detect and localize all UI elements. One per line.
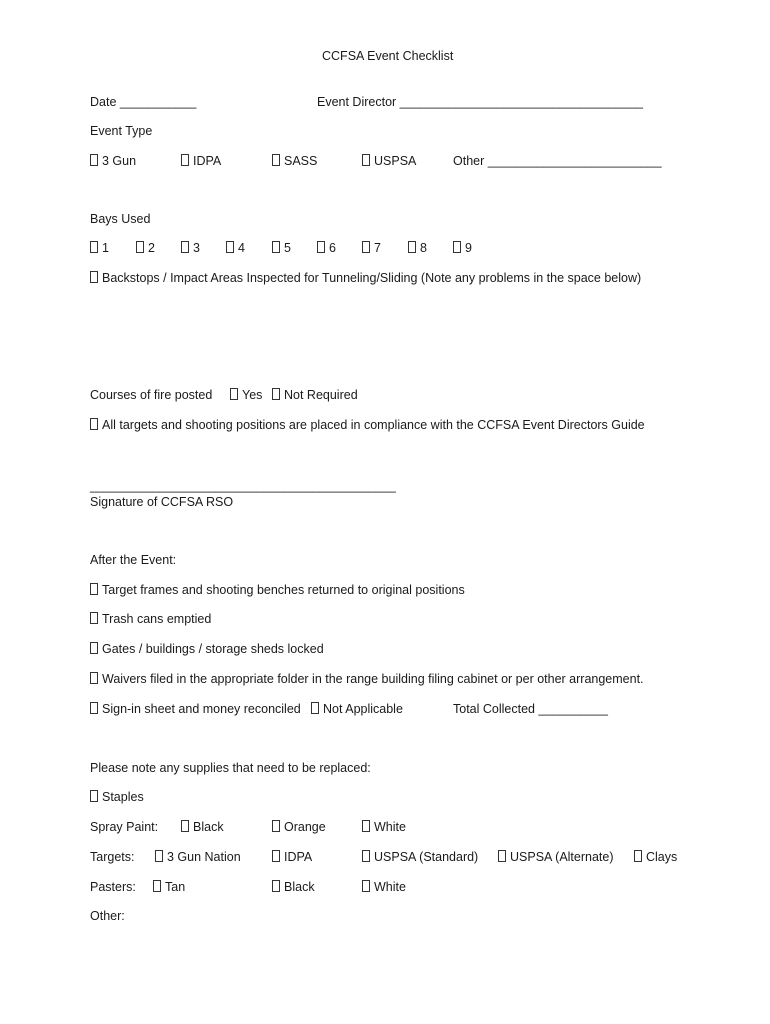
pasters-white-checkbox[interactable] [362,879,406,895]
option-label: Not Required [284,388,358,402]
checkbox-icon [362,850,370,862]
checkbox-icon [272,388,280,400]
signin-reconciled-checkbox[interactable] [90,701,301,717]
event-type-idpa-checkbox[interactable] [181,153,221,169]
courses-yes-checkbox[interactable] [230,387,262,403]
option-label: Orange [284,820,326,834]
checkbox-icon [362,154,370,166]
checkbox-icon [90,418,98,430]
checkbox-icon [155,850,163,862]
option-label: All targets and shooting positions are placed in compliance with the CCFSA Event Directors Guide [102,418,645,432]
option-label: Tan [165,880,186,894]
option-label: Waivers filed in the appropriate folder in the range building filing cabinet or per other arrangement. [102,672,644,686]
option-label: IDPA [284,850,313,864]
checkbox-icon [90,271,98,283]
checkbox-icon [272,154,280,166]
option-label: Trash cans emptied [102,612,212,626]
checkbox-icon [90,612,98,624]
option-label: 7 [374,241,381,255]
courses-not-required-checkbox[interactable] [272,387,358,403]
not-applicable-checkbox[interactable] [311,701,403,717]
option-label: Black [193,820,224,834]
checkbox-icon [634,850,642,862]
option-label: Backstops / Impact Areas Inspected for Tunneling/Sliding (Note any problems in the space below) [102,271,642,285]
checkbox-icon [408,241,416,253]
signature-line[interactable]: ____________________________________________ [90,479,396,493]
option-label: Black [284,880,315,894]
bay-4-checkbox[interactable] [226,240,245,256]
bay-3-checkbox[interactable] [181,240,200,256]
staples-checkbox[interactable] [90,789,144,805]
option-label: IDPA [193,154,222,168]
event-type-other-field[interactable]: Other _________________________ [453,154,662,168]
bay-7-checkbox[interactable] [362,240,381,256]
event-director-field[interactable]: Event Director ___________________________________ [317,95,643,109]
checkbox-icon [230,388,238,400]
checkbox-icon [272,880,280,892]
supplies-heading: Please note any supplies that need to be replaced: [90,761,371,775]
checkbox-icon [181,241,189,253]
date-field[interactable]: Date ___________ [90,95,197,109]
event-type-label: Event Type [90,124,153,138]
bay-6-checkbox[interactable] [317,240,336,256]
option-label: 3 Gun [102,154,137,168]
checkbox-icon [272,850,280,862]
checkbox-icon [362,241,370,253]
checkbox-icon [498,850,506,862]
pasters-black-checkbox[interactable] [272,879,315,895]
option-label: SASS [284,154,318,168]
pasters-label: Pasters: [90,880,136,894]
checkbox-icon [90,702,98,714]
option-label: USPSA (Standard) [374,850,479,864]
option-label: Clays [646,850,678,864]
option-label: USPSA (Alternate) [510,850,614,864]
courses-of-fire-label: Courses of fire posted [90,388,213,402]
targets-clays-checkbox[interactable] [634,849,677,865]
checkbox-icon [272,241,280,253]
option-label: White [374,880,406,894]
option-label: 5 [284,241,291,255]
targets-3gun-nation-checkbox[interactable] [155,849,241,865]
bay-5-checkbox[interactable] [272,240,291,256]
option-label: 3 [193,241,200,255]
spray-white-checkbox[interactable] [362,819,406,835]
checkbox-icon [181,154,189,166]
total-collected-field[interactable]: Total Collected __________ [453,702,608,716]
option-label: Not Applicable [323,702,403,716]
option-label: Sign-in sheet and money reconciled [102,702,301,716]
targets-label: Targets: [90,850,135,864]
checkbox-icon [90,241,98,253]
option-label: Yes [242,388,263,402]
checkbox-icon [453,241,461,253]
backstops-inspected-checkbox[interactable] [90,270,641,286]
option-label: 6 [329,241,336,255]
targets-uspsa-alternate-checkbox[interactable] [498,849,614,865]
option-label: USPSA [374,154,417,168]
checkbox-icon [317,241,325,253]
option-label: 1 [102,241,109,255]
option-label: Target frames and shooting benches returned to original positions [102,583,465,597]
page-title: CCFSA Event Checklist [322,49,454,63]
checkbox-icon [226,241,234,253]
checkbox-icon [272,820,280,832]
checkbox-icon [90,154,98,166]
event-type-uspsa-checkbox[interactable] [362,153,416,169]
targets-idpa-checkbox[interactable] [272,849,312,865]
checkbox-icon [90,583,98,595]
after-event-heading: After the Event: [90,553,177,567]
signature-label: Signature of CCFSA RSO [90,495,234,509]
checkbox-icon [362,880,370,892]
pasters-tan-checkbox[interactable] [153,879,185,895]
bays-used-label: Bays Used [90,212,151,226]
spray-black-checkbox[interactable] [181,819,224,835]
checkbox-icon [90,790,98,802]
spray-paint-label: Spray Paint: [90,820,159,834]
option-label: 2 [148,241,155,255]
waivers-filed-checkbox[interactable] [90,671,644,687]
targets-uspsa-standard-checkbox[interactable] [362,849,478,865]
bay-1-checkbox[interactable] [90,240,109,256]
checkbox-icon [311,702,319,714]
option-label: Gates / buildings / storage sheds locked [102,642,324,656]
option-label: 9 [465,241,472,255]
bay-8-checkbox[interactable] [408,240,427,256]
option-label: 8 [420,241,427,255]
other-supplies-label: Other: [90,909,125,923]
gates-locked-checkbox[interactable] [90,641,324,657]
checkbox-icon [90,672,98,684]
checkbox-icon [362,820,370,832]
option-label: 3 Gun Nation [167,850,241,864]
bay-9-checkbox[interactable] [453,240,472,256]
option-label: 4 [238,241,245,255]
target-frames-checkbox[interactable] [90,582,465,598]
option-label: White [374,820,406,834]
targets-compliance-checkbox[interactable] [90,417,645,433]
checkbox-icon [181,820,189,832]
event-type-3gun-checkbox[interactable] [90,153,136,169]
spray-orange-checkbox[interactable] [272,819,326,835]
checkbox-icon [153,880,161,892]
option-label: Staples [102,790,144,804]
trash-cans-checkbox[interactable] [90,611,211,627]
checkbox-icon [136,241,144,253]
checkbox-icon [90,642,98,654]
event-type-sass-checkbox[interactable] [272,153,317,169]
bay-2-checkbox[interactable] [136,240,155,256]
